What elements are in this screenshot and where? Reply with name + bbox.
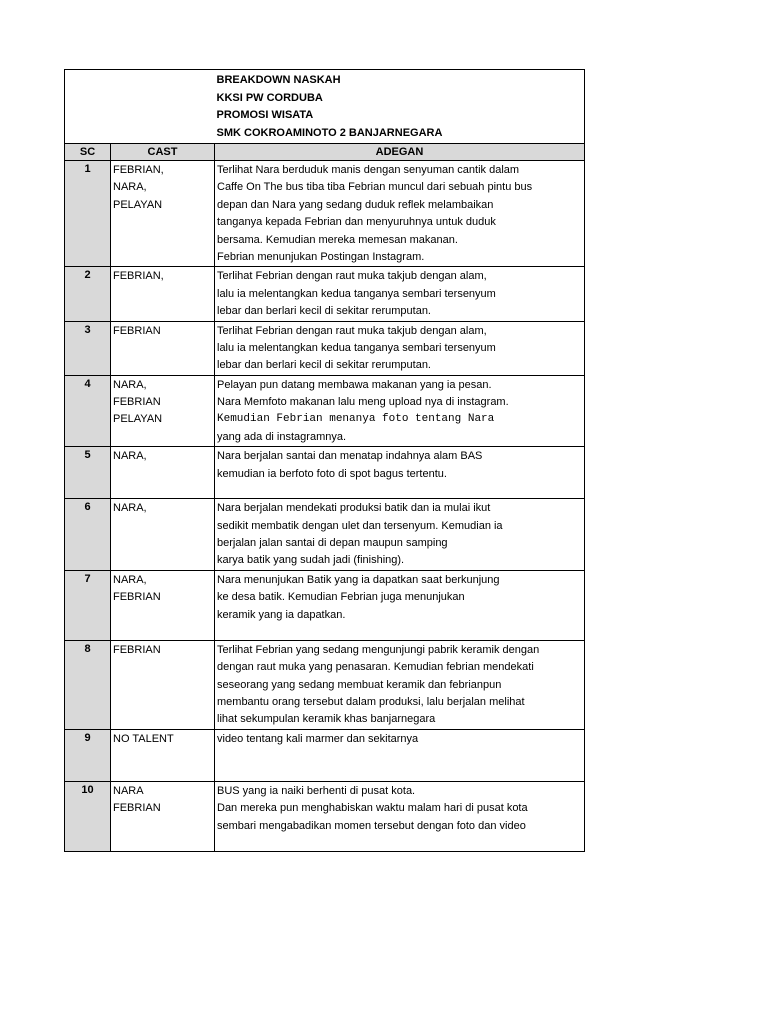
doc-school: SMK COKROAMINOTO 2 BANJARNEGARA	[216, 126, 443, 139]
column-header-row	[65, 144, 585, 161]
table-row	[65, 161, 585, 267]
breakdown-table	[64, 69, 585, 852]
cast-name: PELAYAN	[113, 413, 163, 426]
adegan-cell	[215, 375, 585, 447]
adegan-cell	[215, 321, 585, 375]
scene-number: 2	[65, 267, 111, 321]
adegan-line: kemudian ia berfoto foto di spot bagus tertentu.	[217, 467, 447, 480]
scene-number: 5	[65, 447, 111, 499]
adegan-cell	[215, 781, 585, 851]
adegan-line: seseorang yang sedang membuat keramik dan febrianpun	[217, 678, 502, 691]
table-row	[65, 729, 585, 781]
cast-name: PELAYAN	[113, 198, 163, 211]
adegan-line: yang ada di instagramnya.	[217, 430, 347, 443]
table-row	[65, 640, 585, 729]
adegan-line: depan dan Nara yang sedang duduk reflek melambaikan	[217, 198, 494, 211]
cast-name: FEBRIAN	[113, 643, 161, 656]
cast-name: NARA,	[113, 378, 147, 391]
cast-name: FEBRIAN	[113, 591, 161, 604]
cast-name: NARA	[113, 784, 144, 797]
cast-name: NARA,	[113, 450, 147, 463]
adegan-line: bersama. Kemudian mereka memesan makanan.	[217, 233, 458, 246]
cast-name: FEBRIAN,	[113, 270, 164, 283]
cast-name: NO TALENT	[113, 732, 174, 745]
adegan-line: Pelayan pun datang membawa makanan yang ia pesan.	[217, 378, 492, 391]
scene-number: 1	[65, 161, 111, 267]
cast-name: FEBRIAN	[113, 396, 161, 409]
adegan-line: dengan raut muka yang penasaran. Kemudian febrian mendekati	[217, 661, 534, 674]
adegan-cell	[215, 729, 585, 781]
cast-cell	[111, 499, 215, 571]
adegan-cell	[215, 447, 585, 499]
header-blank-cell	[65, 70, 215, 144]
adegan-line: sedikit membatik dengan ulet dan tersenyum. Kemudian ia	[217, 519, 503, 532]
adegan-line: Nara menunjukan Batik yang ia dapatkan saat berkunjung	[217, 573, 500, 586]
table-row	[65, 267, 585, 321]
table-row	[65, 375, 585, 447]
adegan-line: Nara Memfoto makanan lalu meng upload nya di instagram.	[217, 396, 509, 409]
adegan-cell	[215, 640, 585, 729]
doc-title: BREAKDOWN NASKAH	[216, 74, 341, 86]
scene-number: 6	[65, 499, 111, 571]
scene-number: 7	[65, 570, 111, 640]
adegan-line: keramik yang ia dapatkan.	[217, 608, 346, 621]
column-header-cast: CAST	[111, 144, 215, 161]
adegan-line: Nara berjalan mendekati produksi batik dan ia mulai ikut	[217, 502, 491, 515]
adegan-line: Terlihat Febrian yang sedang mengunjungi pabrik keramik dengan	[217, 643, 540, 656]
doc-organization: KKSI PW CORDUBA	[216, 91, 323, 104]
adegan-line: lalu ia melentangkan kedua tanganya sembari tersenyum	[217, 287, 496, 300]
adegan-line: sembari mengabadikan momen tersebut dengan foto dan video	[217, 819, 526, 832]
adegan-line: Terlihat Nara berduduk manis dengan senyuman cantik dalam	[217, 164, 520, 176]
cast-cell	[111, 375, 215, 447]
document-header	[65, 70, 585, 144]
cast-cell	[111, 640, 215, 729]
cast-cell	[111, 321, 215, 375]
adegan-line: Caffe On The bus tiba tiba Febrian muncul dari sebuah pintu bus	[217, 181, 533, 194]
breakdown-sheet	[64, 69, 584, 852]
table-row	[65, 447, 585, 499]
adegan-line: BUS yang ia naiki berhenti di pusat kota.	[217, 784, 416, 797]
table-row	[65, 321, 585, 375]
scene-number: 10	[65, 781, 111, 851]
cast-name: FEBRIAN	[113, 324, 161, 337]
adegan-line: lalu ia melentangkan kedua tanganya sembari tersenyum	[217, 341, 496, 354]
adegan-cell	[215, 267, 585, 321]
cast-cell	[111, 729, 215, 781]
adegan-line: Kemudian Febrian menanya foto tentang Nara	[217, 413, 495, 426]
scene-number: 8	[65, 640, 111, 729]
adegan-line: membantu orang tersebut dalam produksi, lalu berjalan melihat	[217, 695, 525, 708]
table-row	[65, 781, 585, 851]
cast-cell	[111, 781, 215, 851]
doc-subject: PROMOSI WISATA	[216, 109, 314, 121]
adegan-line: lebar dan berlari kecil di sekitar rerumputan.	[217, 359, 431, 372]
adegan-cell	[215, 499, 585, 571]
cast-cell	[111, 161, 215, 267]
adegan-line: Dan mereka pun menghabiskan waktu malam hari di pusat kota	[217, 802, 528, 815]
header-title-block	[215, 70, 585, 144]
cast-name: NARA,	[113, 573, 147, 586]
cast-name: FEBRIAN	[113, 802, 161, 815]
adegan-line: lebar dan berlari kecil di sekitar rerumputan.	[217, 305, 431, 318]
scene-number: 4	[65, 375, 111, 447]
column-header-adegan: ADEGAN	[215, 144, 585, 161]
column-header-sc: SC	[65, 144, 111, 161]
adegan-line: ke desa batik. Kemudian Febrian juga menunjukan	[217, 591, 465, 604]
adegan-line: Terlihat Febrian dengan raut muka takjub dengan alam,	[217, 270, 487, 283]
adegan-line: tanganya kepada Febrian dan menyuruhnya untuk duduk	[217, 216, 496, 229]
adegan-line: lihat sekumpulan keramik khas banjarnegara	[217, 713, 436, 726]
adegan-line: Nara berjalan santai dan menatap indahnya alam BAS	[217, 450, 483, 463]
adegan-line: karya batik yang sudah jadi (finishing).	[217, 554, 405, 567]
cast-name: FEBRIAN,	[113, 164, 164, 176]
adegan-cell	[215, 161, 585, 267]
adegan-line: berjalan jalan santai di depan maupun samping	[217, 537, 448, 550]
cast-cell	[111, 570, 215, 640]
cast-name: NARA,	[113, 502, 147, 515]
adegan-line: Terlihat Febrian dengan raut muka takjub dengan alam,	[217, 324, 487, 337]
adegan-cell	[215, 570, 585, 640]
adegan-line: Febrian menunjukan Postingan Instagram.	[217, 250, 425, 263]
table-row	[65, 570, 585, 640]
cast-cell	[111, 447, 215, 499]
scene-number: 3	[65, 321, 111, 375]
cast-cell	[111, 267, 215, 321]
adegan-line: video tentang kali marmer dan sekitarnya	[217, 732, 419, 745]
table-row	[65, 499, 585, 571]
scene-number: 9	[65, 729, 111, 781]
cast-name: NARA,	[113, 181, 147, 194]
